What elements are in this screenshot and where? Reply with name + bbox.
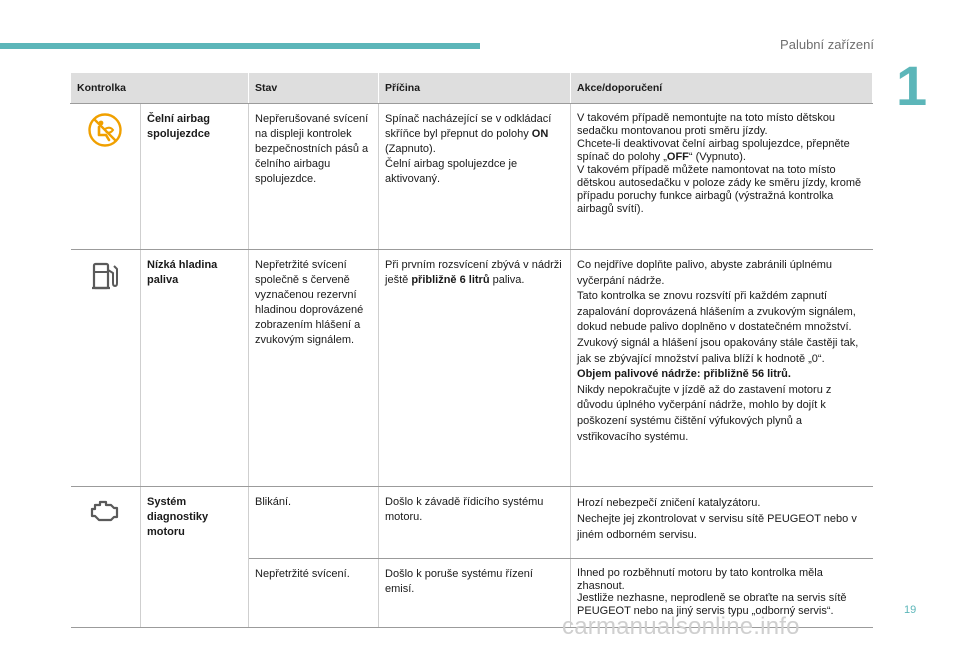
state-cell: Nepřerušované svícení na displeji kontrolek bezpečnostních pásů a čelního airbagu spolujezdce.: [249, 104, 379, 250]
fuel-pump-icon: [87, 258, 123, 294]
icon-cell: [71, 104, 141, 250]
action-text: “ (Vypnuto).: [688, 151, 746, 163]
action-text: Nikdy nepokračujte v jízdě až do zastavení motoru z důvodu úplného vyčerpání nádrže, mohlo by dojít k poškození systému čištění výfukových plynů a vstřikovacího systému.: [577, 383, 832, 443]
cause-text: paliva.: [489, 274, 525, 286]
action-text: Nechejte jej zkontrolovat v servisu sítě PEUGEOT nebo v jiném odborném servisu.: [577, 513, 857, 541]
table-header-row: [71, 73, 873, 104]
action-cell: [571, 487, 873, 559]
action-text: V takovém případě můžete namontovat na toto místo dětskou autosedačku v poloze zády ke směru jízdy, kromě případu poruchy funkce airbagů (výstražná kontrolka airbagů svítí).: [577, 164, 862, 215]
page-number: 19: [904, 604, 917, 616]
action-text: Chcete-li deaktivovat čelní airbag spolujezdce, přepněte spínač do polohy „: [577, 138, 850, 163]
column-header-akce: Akce/doporučení: [571, 73, 873, 104]
action-text: V takovém případě nemontujte na toto místo dětskou sedačku montovanou proti směru jízdy.: [577, 112, 836, 137]
section-title: Palubní zařízení: [780, 37, 874, 52]
state-cell: Nepřetržité svícení společně s červeně vyznačenou rezervní hladinou doprovázené zobrazením hlášení a zvukovým signálem.: [249, 250, 379, 487]
warning-name: Čelní airbag spolujezdce: [141, 104, 249, 250]
cause-text: (Zapnuto).: [385, 143, 436, 155]
action-text: Co nejdříve doplňte palivo, abyste zabránili úplnému vyčerpání nádrže.: [577, 259, 833, 287]
state-cell: Blikání.: [249, 487, 379, 559]
action-text: Tato kontrolka se znovu rozsvítí při každém zapnutí zapalování doprovázená hlášením a zvukovým signálem, dokud nebude palivo doplněno v dostatečném množství.: [577, 290, 856, 334]
cause-text: Spínač nacházející se v odkládací skříňce byl přepnut do polohy: [385, 113, 552, 140]
action-text: Ihned po rozběhnutí motoru by tato kontrolka měla zhasnout.: [577, 567, 823, 592]
icon-cell: [71, 487, 141, 628]
cause-cell: [379, 104, 571, 250]
header-accent-bar: [0, 43, 480, 49]
cause-cell: Došlo k závadě řídicího systému motoru.: [379, 487, 571, 559]
warning-name: Nízká hladina paliva: [141, 250, 249, 487]
airbag-off-icon: [87, 112, 123, 148]
state-cell: Nepřetržité svícení.: [249, 559, 379, 628]
table-row: [71, 487, 873, 559]
action-text-bold: OFF: [666, 151, 689, 163]
cause-text-bold: ON: [531, 128, 549, 140]
table-row: [71, 104, 873, 250]
chapter-number: 1: [896, 54, 928, 117]
engine-check-icon: [87, 495, 123, 525]
action-text: Zvukový signál a hlášení jsou opakovány stále častěji tak, jak se zbývající množství paliva blíží k hodnotě „0“.: [577, 336, 859, 365]
table-row: [71, 250, 873, 487]
cause-text-bold: přibližně 6 litrů: [411, 274, 490, 286]
column-header-kontrolka: Kontrolka: [71, 73, 249, 104]
fuel-tank-capacity: Objem palivové nádrže: přibližně 56 litrů.: [577, 368, 791, 381]
action-text: Jestliže nezhasne, neprodleně se obraťte na servis sítě PEUGEOT nebo na jiný servis typu „odborný servis“.: [577, 592, 847, 617]
warning-name: Systém diagnostiky motoru: [141, 487, 249, 628]
action-text: Hrozí nebezpečí zničení katalyzátoru.: [577, 497, 761, 509]
watermark: carmanualsonline.info: [562, 613, 800, 640]
column-header-pricina: Příčina: [379, 73, 571, 104]
icon-cell: [71, 250, 141, 487]
warning-lights-table: [70, 72, 873, 628]
cause-text: Čelní airbag spolujezdce je aktivovaný.: [385, 158, 518, 185]
cause-cell: Došlo k poruše systému řízení emisí.: [379, 559, 571, 628]
column-header-stav: Stav: [249, 73, 379, 104]
cause-cell: [379, 250, 571, 487]
action-cell: [571, 250, 873, 487]
action-cell: [571, 104, 873, 250]
cause-text: Při prvním rozsvícení zbývá v nádrži ještě: [385, 259, 562, 286]
